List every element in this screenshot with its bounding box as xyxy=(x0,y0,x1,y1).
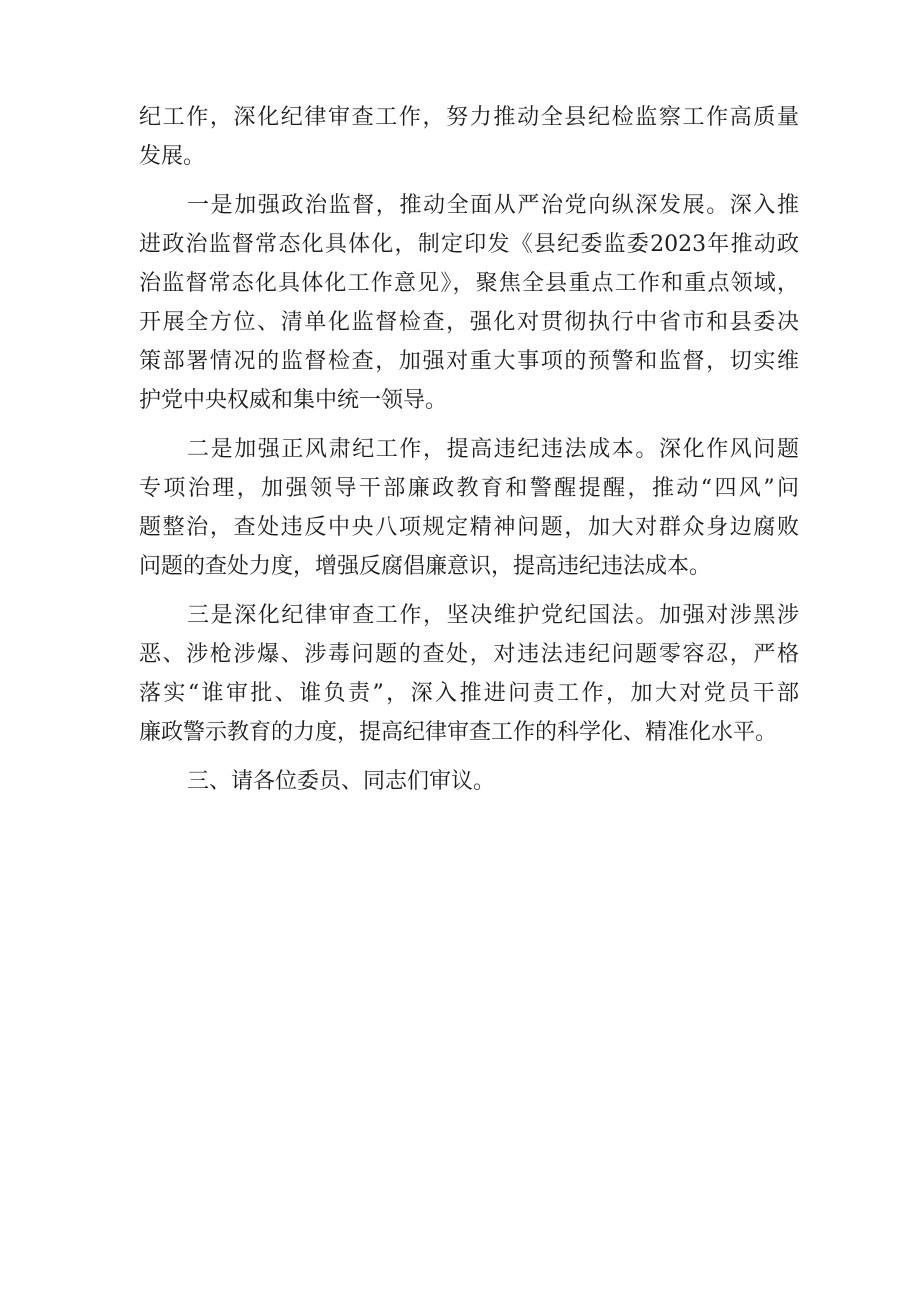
text-line: 恶、涉枪涉爆、涉毒问题的查处，对违法违纪问题零容忍，严格 xyxy=(139,642,799,667)
text-line: 策部署情况的监督检查，加强对重大事项的预警和监督，切实维 xyxy=(139,349,799,374)
text-line: 发展。 xyxy=(139,144,206,169)
text-line: 落实“谁审批、谁负责”，深入推进问责工作，加大对党员干部 xyxy=(139,681,799,706)
paragraph-discipline-review xyxy=(139,596,799,752)
paragraph-discipline-work xyxy=(139,430,799,586)
text-line: 问题的查处力度，增强反腐倡廉意识，提高违纪违法成本。 xyxy=(139,554,712,579)
text-line: 一是加强政治监督，推动全面从严治党向纵深发展。深入推 xyxy=(187,193,799,218)
paragraph-closing xyxy=(139,762,799,801)
text-line: 纪工作，深化纪律审查工作，努力推动全县纪检监察工作高质量 xyxy=(139,105,799,130)
text-line: 二是加强正风肃纪工作，提高违纪违法成本。深化作风问题 xyxy=(187,437,799,462)
document-body xyxy=(139,98,799,811)
text-line: 三、请各位委员、同志们审议。 xyxy=(187,769,496,794)
text-line: 治监督常态化具体化工作意见》，聚焦全县重点工作和重点领域， xyxy=(139,271,799,296)
text-line: 专项治理，加强领导干部廉政教育和警醒提醒，推动“四风”问 xyxy=(139,476,799,501)
text-line: 三是深化纪律审查工作，坚决维护党纪国法。加强对涉黑涉 xyxy=(187,603,799,628)
text-line: 题整治，查处违反中央八项规定精神问题，加大对群众身边腐败 xyxy=(139,515,799,540)
paragraph-political-supervision xyxy=(139,186,799,420)
paragraph-continuation xyxy=(139,98,799,176)
text-line: 开展全方位、清单化监督检查，强化对贯彻执行中省市和县委决 xyxy=(139,310,799,335)
text-line: 护党中央权威和集中统一领导。 xyxy=(139,388,448,413)
text-line: 廉政警示教育的力度，提高纪律审查工作的科学化、精准化水平。 xyxy=(139,720,778,745)
text-line: 进政治监督常态化具体化，制定印发《县纪委监委2023年推动政 xyxy=(139,232,799,257)
